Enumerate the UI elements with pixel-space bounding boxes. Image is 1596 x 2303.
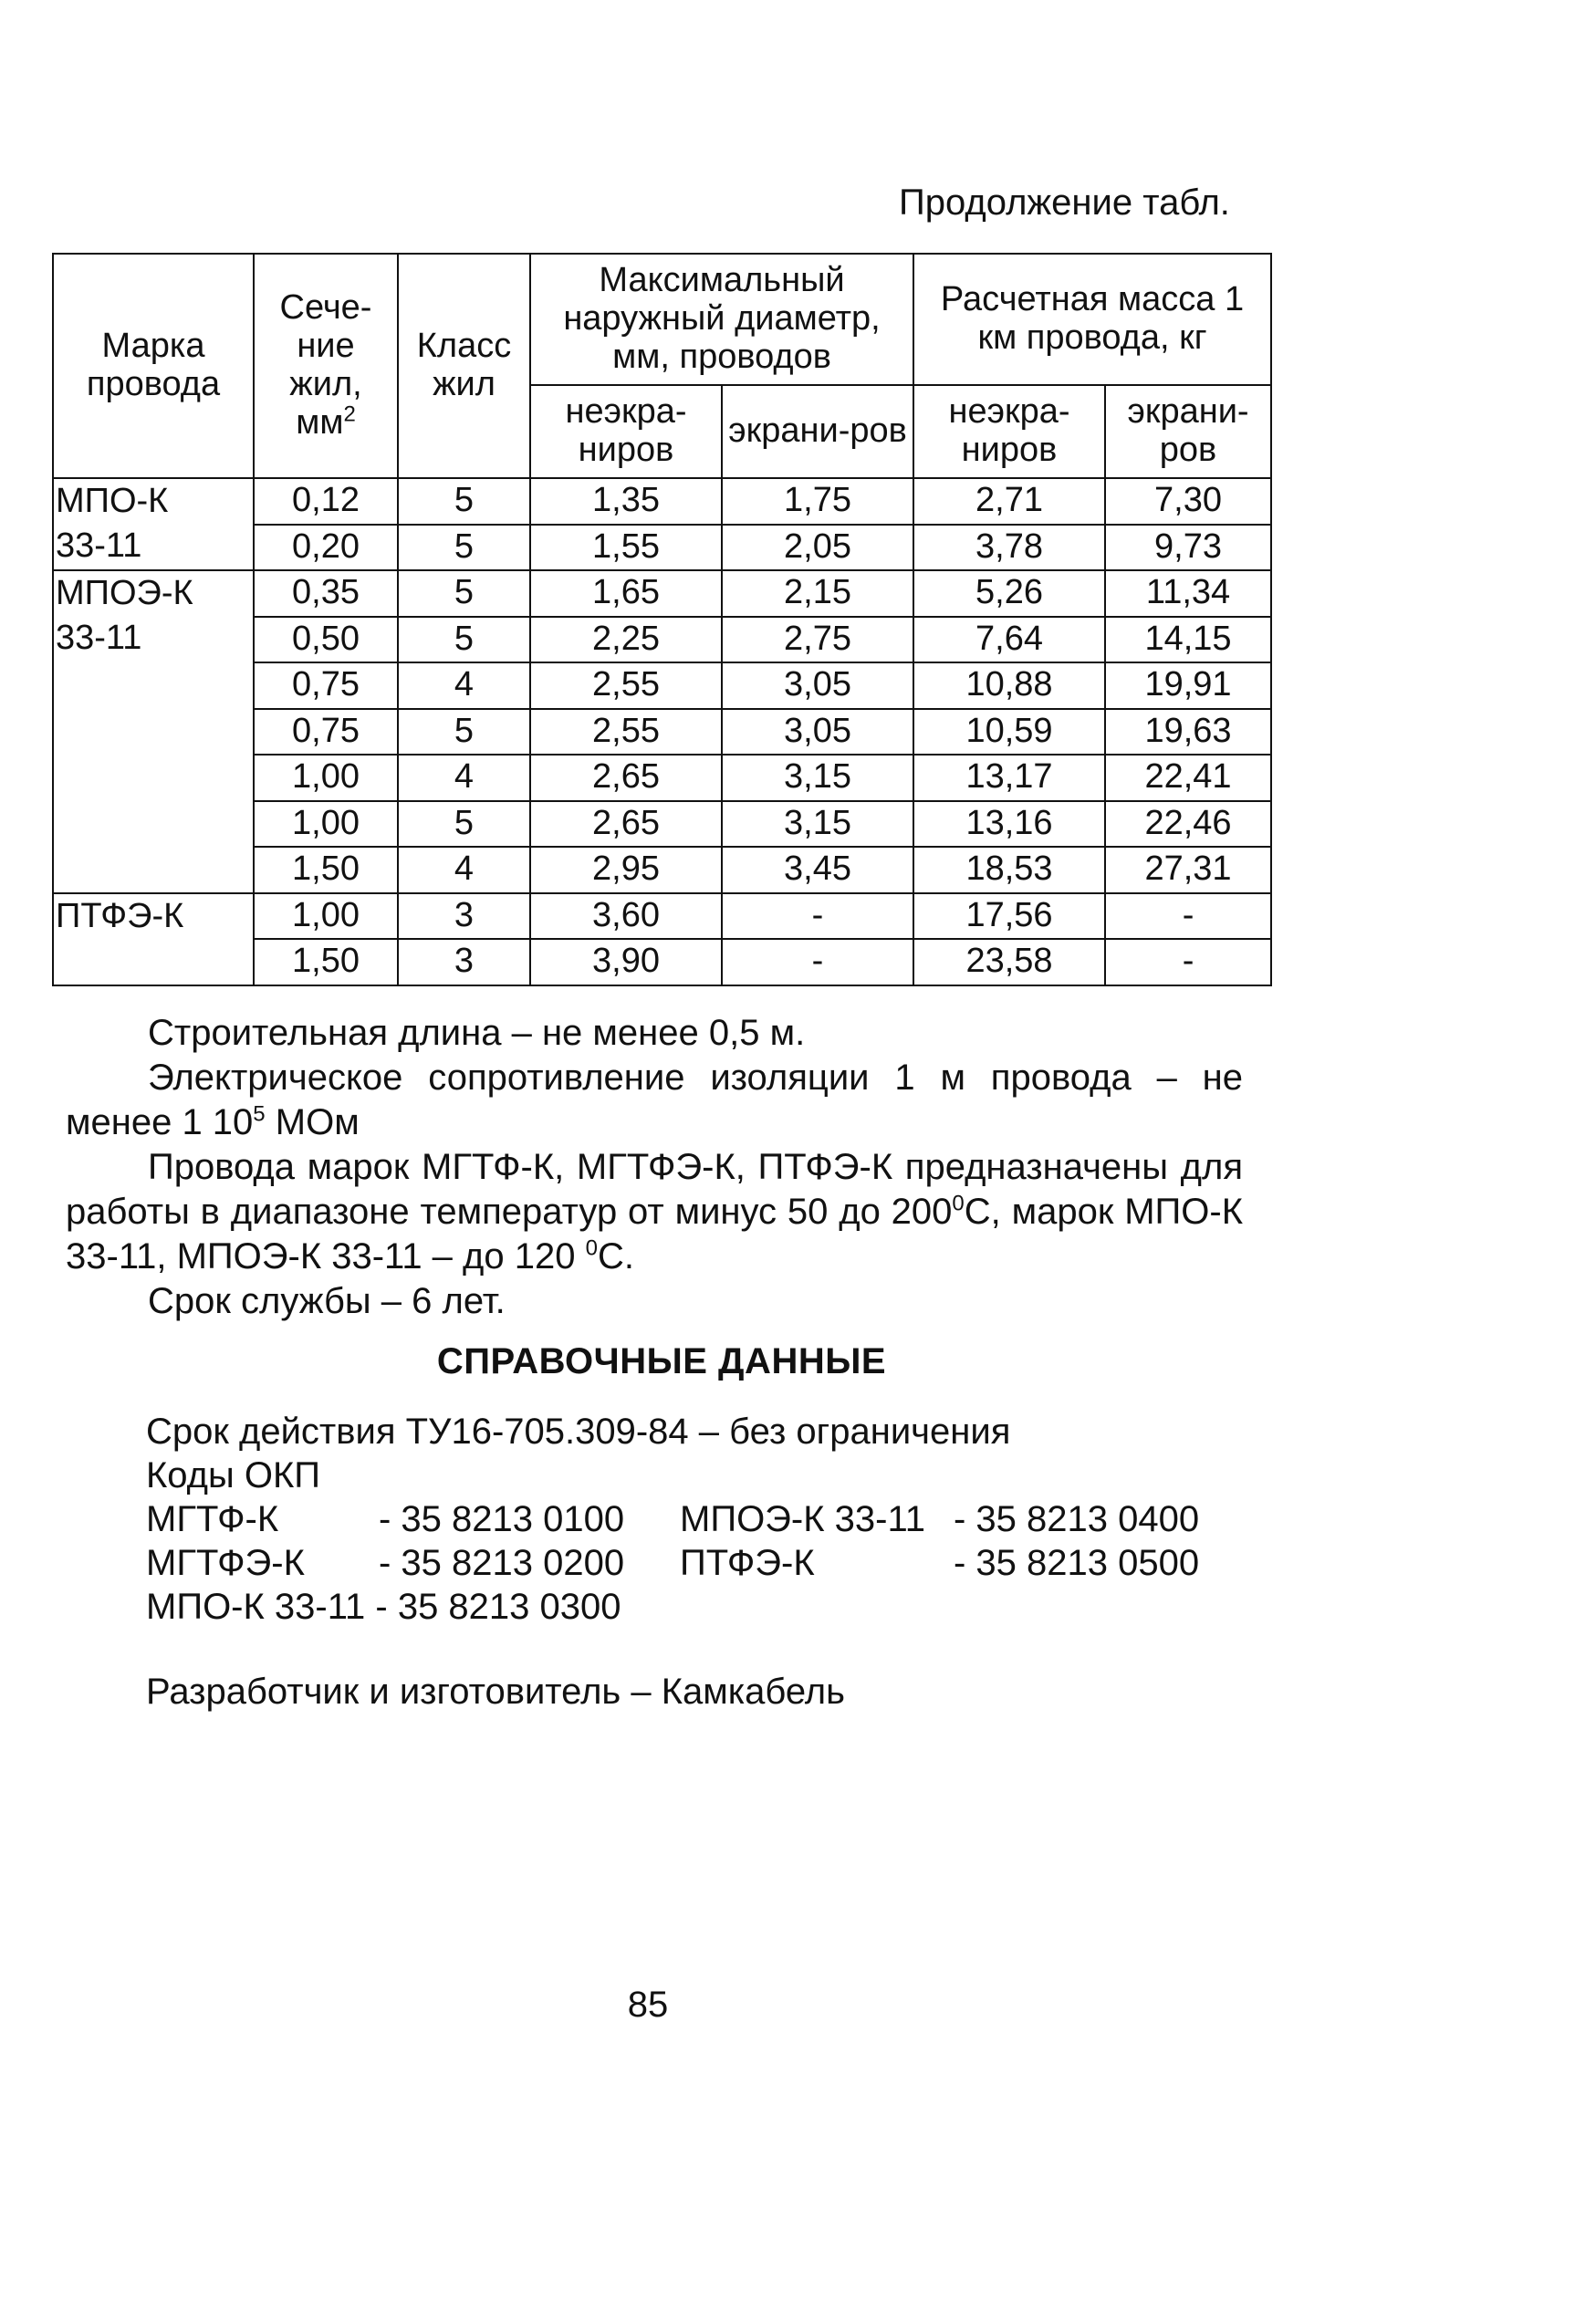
diameter-unscreened-cell: 1,55 <box>530 525 722 571</box>
mass-unscreened-cell: 13,17 <box>913 755 1105 801</box>
class-cell: 5 <box>398 478 530 525</box>
diameter-screened-cell: 2,75 <box>722 617 913 663</box>
mass-screened-cell: 9,73 <box>1105 525 1271 571</box>
header-section-unit: мм <box>296 402 344 442</box>
table-row <box>53 893 1271 940</box>
diameter-screened-cell: 2,05 <box>722 525 913 571</box>
mass-screened-cell: 22,46 <box>1105 801 1271 848</box>
section-cell: 0,75 <box>254 709 398 756</box>
diameter-unscreened-cell: 2,55 <box>530 662 722 709</box>
reference-validity: Срок действия ТУ16-705.309-84 – без ограничения <box>146 1412 1011 1452</box>
mass-unscreened-cell: 10,59 <box>913 709 1105 756</box>
mass-screened-cell: 14,15 <box>1105 617 1271 663</box>
table-body <box>53 478 1271 985</box>
note-insulation-text: Электрическое сопротивление изоляции 1 м провода – не менее 1 10 <box>66 1058 1243 1142</box>
section-cell: 0,50 <box>254 617 398 663</box>
okp-code: - 35 8213 0300 <box>375 1587 621 1627</box>
header-diameter-unscreened: неэкра-ниров <box>530 385 722 478</box>
brand-cell <box>53 893 254 985</box>
wire-spec-table <box>52 253 1272 986</box>
okp-brand: МГТФЭ-К <box>146 1543 305 1583</box>
header-mass-unscreened: неэкра-ниров <box>913 385 1105 478</box>
mass-unscreened-cell: 17,56 <box>913 893 1105 940</box>
diameter-screened-cell: - <box>722 893 913 940</box>
section-cell: 0,35 <box>254 570 398 617</box>
diameter-unscreened-cell: 2,55 <box>530 709 722 756</box>
note-temp-degree-1: 0 <box>952 1191 965 1216</box>
header-brand: Марка провода <box>53 254 254 478</box>
note-insulation-sup: 5 <box>253 1101 266 1127</box>
class-cell: 5 <box>398 801 530 848</box>
mass-screened-cell: 22,41 <box>1105 755 1271 801</box>
diameter-screened-cell: - <box>722 939 913 985</box>
brand-line: ПТФЭ-К <box>56 896 184 935</box>
diameter-screened-cell: 3,05 <box>722 662 913 709</box>
okp-code: - 35 8213 0400 <box>954 1499 1200 1539</box>
mass-screened-cell: 11,34 <box>1105 570 1271 617</box>
class-cell: 5 <box>398 709 530 756</box>
diameter-unscreened-cell: 2,95 <box>530 847 722 893</box>
notes-block <box>66 1011 1243 1324</box>
section-cell: 1,50 <box>254 939 398 985</box>
mass-unscreened-cell: 3,78 <box>913 525 1105 571</box>
section-cell: 0,75 <box>254 662 398 709</box>
mass-unscreened-cell: 13,16 <box>913 801 1105 848</box>
diameter-unscreened-cell: 1,65 <box>530 570 722 617</box>
diameter-screened-cell: 3,15 <box>722 801 913 848</box>
brand-line: МПО-К <box>56 482 169 520</box>
class-cell: 3 <box>398 893 530 940</box>
class-cell: 5 <box>398 525 530 571</box>
okp-row-2 <box>146 1541 1287 1585</box>
page-number: 85 <box>627 1985 669 2025</box>
note-construction-length: Строительная длина – не менее 0,5 м. <box>148 1013 806 1053</box>
diameter-unscreened-cell: 3,90 <box>530 939 722 985</box>
okp-brand: МПОЭ-К 33-11 <box>680 1499 926 1539</box>
note-service-life: Срок службы – 6 лет. <box>148 1281 506 1321</box>
okp-row-1 <box>146 1497 1287 1541</box>
section-cell: 0,12 <box>254 478 398 525</box>
header-section <box>254 254 398 478</box>
section-cell: 0,20 <box>254 525 398 571</box>
mass-unscreened-cell: 23,58 <box>913 939 1105 985</box>
diameter-screened-cell: 2,15 <box>722 570 913 617</box>
class-cell: 4 <box>398 662 530 709</box>
note-temp-degree-2: 0 <box>585 1235 598 1261</box>
okp-label: Коды ОКП <box>146 1455 321 1495</box>
brand-line: 33-11 <box>56 526 142 566</box>
okp-brand: ПТФЭ-К <box>680 1543 815 1583</box>
header-section-unit-sup: 2 <box>343 401 356 427</box>
class-cell: 5 <box>398 570 530 617</box>
diameter-unscreened-cell: 3,60 <box>530 893 722 940</box>
developer-line: Разработчик и изготовитель – Камкабель <box>146 1672 845 1712</box>
mass-unscreened-cell: 10,88 <box>913 662 1105 709</box>
section-cell: 1,50 <box>254 847 398 893</box>
diameter-unscreened-cell: 2,65 <box>530 755 722 801</box>
okp-code: - 35 8213 0200 <box>379 1543 625 1583</box>
header-max-diameter: Максимальный наружный диаметр, мм, проводов <box>530 254 913 385</box>
mass-screened-cell: 7,30 <box>1105 478 1271 525</box>
mass-screened-cell: 19,91 <box>1105 662 1271 709</box>
note-temp-text-2: С, марок МПО-К 33-11, МПОЭ-К 33-11 – до 120 <box>66 1192 1243 1277</box>
table-row <box>53 570 1271 617</box>
class-cell: 5 <box>398 617 530 663</box>
note-insulation-resistance <box>66 1056 1243 1145</box>
mass-screened-cell: - <box>1105 939 1271 985</box>
brand-cell <box>53 478 254 570</box>
note-temp-text: Провода марок МГТФ-К, МГТФЭ-К, ПТФЭ-К предназначены для работы в диапазоне температур от минус 50 до 200 <box>66 1147 1243 1232</box>
diameter-screened-cell: 1,75 <box>722 478 913 525</box>
header-mass-screened: экрани-ров <box>1105 385 1271 478</box>
mass-unscreened-cell: 2,71 <box>913 478 1105 525</box>
note-temp-text-3: С. <box>597 1236 634 1277</box>
header-section-text: Сече-ние жил, <box>279 288 372 403</box>
section-cell: 1,00 <box>254 755 398 801</box>
diameter-screened-cell: 3,45 <box>722 847 913 893</box>
mass-unscreened-cell: 18,53 <box>913 847 1105 893</box>
brand-cell <box>53 570 254 893</box>
class-cell: 3 <box>398 939 530 985</box>
header-calc-mass: Расчетная масса 1 км провода, кг <box>913 254 1271 385</box>
brand-line: МПОЭ-К <box>56 574 193 612</box>
section-cell: 1,00 <box>254 893 398 940</box>
header-diameter-screened: экрани-ров <box>722 385 913 478</box>
okp-code: - 35 8213 0100 <box>379 1499 625 1539</box>
okp-code: - 35 8213 0500 <box>954 1543 1200 1583</box>
reference-section-title: СПРАВОЧНЫЕ ДАННЫЕ <box>436 1341 887 1381</box>
diameter-unscreened-cell: 2,25 <box>530 617 722 663</box>
note-insulation-unit: МОм <box>265 1102 360 1142</box>
brand-line: 33-11 <box>56 619 142 658</box>
table-continuation-label: Продолжение табл. <box>899 182 1230 223</box>
diameter-screened-cell: 3,05 <box>722 709 913 756</box>
section-cell: 1,00 <box>254 801 398 848</box>
okp-row-3 <box>146 1585 1287 1629</box>
diameter-screened-cell: 3,15 <box>722 755 913 801</box>
okp-brand: МГТФ-К <box>146 1499 279 1539</box>
mass-unscreened-cell: 7,64 <box>913 617 1105 663</box>
diameter-unscreened-cell: 1,35 <box>530 478 722 525</box>
okp-brand: МПО-К 33-11 <box>146 1587 366 1627</box>
mass-screened-cell: 27,31 <box>1105 847 1271 893</box>
diameter-unscreened-cell: 2,65 <box>530 801 722 848</box>
mass-screened-cell: - <box>1105 893 1271 940</box>
mass-unscreened-cell: 5,26 <box>913 570 1105 617</box>
note-temperature-range <box>66 1145 1243 1279</box>
class-cell: 4 <box>398 755 530 801</box>
mass-screened-cell: 19,63 <box>1105 709 1271 756</box>
class-cell: 4 <box>398 847 530 893</box>
header-class: Класс жил <box>398 254 530 478</box>
reference-block <box>146 1410 1287 1629</box>
table-row <box>53 478 1271 525</box>
